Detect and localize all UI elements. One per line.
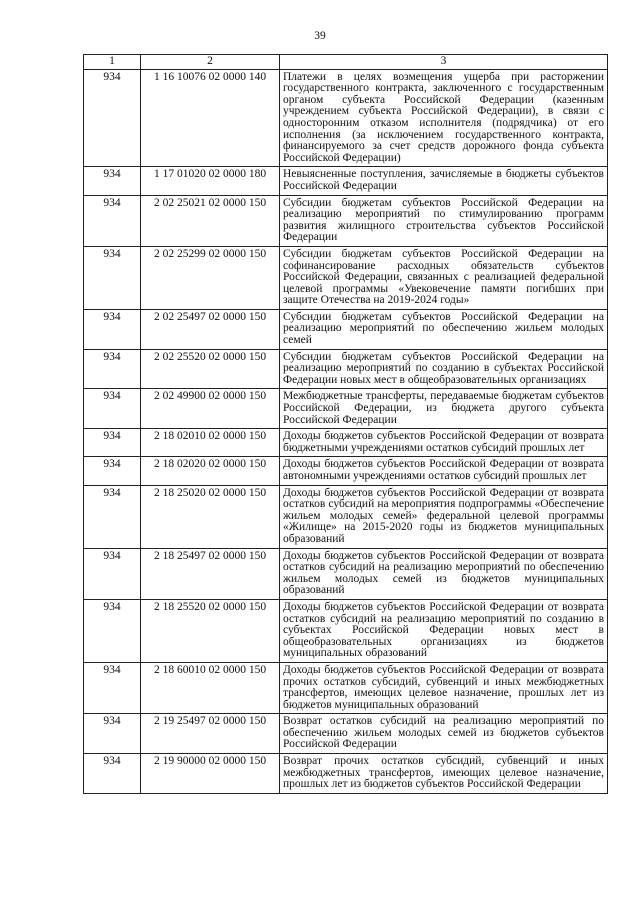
table-row xyxy=(84,754,608,794)
table-row xyxy=(84,69,608,167)
income-description-cell: Доходы бюджетов субъектов Российской Федерации от возврата остатков субсидий на реализацию мероприятий по обеспечению жильем молодых семей из бюджетов муниципальных образований xyxy=(280,548,608,599)
budget-code-cell: 2 02 25299 02 0000 150 xyxy=(141,246,280,309)
admin-code-cell: 934 xyxy=(84,69,141,167)
admin-code-cell: 934 xyxy=(84,754,141,794)
budget-code-cell: 2 02 25520 02 0000 150 xyxy=(141,349,280,389)
income-description-cell: Возврат прочих остатков субсидий, субвенций и иных межбюджетных трансфертов, имеющих целевое назначение, прошлых лет из бюджетов субъектов Российской Федерации xyxy=(280,754,608,794)
table-row xyxy=(84,548,608,599)
budget-code-cell: 2 18 25497 02 0000 150 xyxy=(141,548,280,599)
income-description-cell: Субсидии бюджетам субъектов Российской Федерации на реализацию мероприятий по стимулированию программ развития жилищного строительства субъектов Российской Федерации xyxy=(280,195,608,246)
budget-code-cell: 1 17 01020 02 0000 180 xyxy=(141,167,280,195)
table-row xyxy=(84,429,608,457)
table-row xyxy=(84,485,608,548)
page-number: 39 xyxy=(314,30,326,42)
income-description-cell: Межбюджетные трансферты, передаваемые бюджетам субъектов Российской Федерации, из бюджета другого субъекта Российской Федерации xyxy=(280,389,608,429)
table-row xyxy=(84,457,608,485)
admin-code-cell: 934 xyxy=(84,485,141,548)
income-description-cell: Доходы бюджетов субъектов Российской Федерации от возврата остатков субсидий на мероприятия подпрограммы «Обеспечение жильем молодых семей» федеральной целевой программы «Жилище» на 2015-2020 годы из бюджетов муниципальных образований xyxy=(280,485,608,548)
table-row xyxy=(84,662,608,713)
income-description-cell: Возврат остатков субсидий на реализацию мероприятий по обеспечению жильем молодых семей из бюджетов субъектов Российской Федерации xyxy=(280,714,608,754)
table-header-row xyxy=(84,55,608,70)
income-description-cell: Субсидии бюджетам субъектов Российской Федерации на софинансирование расходных обязательств субъектов Российской Федерации, связанных с реализацией федеральной целевой программы «Увековечение памяти погибших при защите Отечества на 2019-2024 годы» xyxy=(280,246,608,309)
table-row xyxy=(84,599,608,662)
admin-code-cell: 934 xyxy=(84,309,141,349)
income-description-cell: Субсидии бюджетам субъектов Российской Федерации на реализацию мероприятий по созданию в субъектах Российской Федерации новых мест в общеобразовательных организациях xyxy=(280,349,608,389)
budget-code-cell: 1 16 10076 02 0000 140 xyxy=(141,69,280,167)
column-header-3: 3 xyxy=(280,55,608,70)
income-description-cell: Субсидии бюджетам субъектов Российской Федерации на реализацию мероприятий по обеспечению жильем молодых семей xyxy=(280,309,608,349)
budget-code-cell: 2 02 25021 02 0000 150 xyxy=(141,195,280,246)
income-description-cell: Доходы бюджетов субъектов Российской Федерации от возврата остатков субсидий на реализацию мероприятий по созданию в субъектах Российской Федерации новых мест в общеобразовательных организациях из бюджетов муниципальных образований xyxy=(280,599,608,662)
admin-code-cell: 934 xyxy=(84,195,141,246)
income-description-cell: Невыясненные поступления, зачисляемые в бюджеты субъектов Российской Федерации xyxy=(280,167,608,195)
table-row xyxy=(84,167,608,195)
admin-code-cell: 934 xyxy=(84,599,141,662)
admin-code-cell: 934 xyxy=(84,167,141,195)
income-description-cell: Доходы бюджетов субъектов Российской Федерации от возврата автономными учреждениями остатков субсидий прошлых лет xyxy=(280,457,608,485)
budget-code-cell: 2 18 02020 02 0000 150 xyxy=(141,457,280,485)
column-header-2: 2 xyxy=(141,55,280,70)
admin-code-cell: 934 xyxy=(84,246,141,309)
budget-classification-table xyxy=(83,54,608,794)
admin-code-cell: 934 xyxy=(84,714,141,754)
budget-code-cell: 2 02 25497 02 0000 150 xyxy=(141,309,280,349)
budget-code-cell: 2 18 25520 02 0000 150 xyxy=(141,599,280,662)
table-row xyxy=(84,195,608,246)
budget-code-cell: 2 19 25497 02 0000 150 xyxy=(141,714,280,754)
admin-code-cell: 934 xyxy=(84,429,141,457)
admin-code-cell: 934 xyxy=(84,662,141,713)
table-row xyxy=(84,246,608,309)
admin-code-cell: 934 xyxy=(84,389,141,429)
budget-code-cell: 2 18 25020 02 0000 150 xyxy=(141,485,280,548)
table-row xyxy=(84,389,608,429)
table-row xyxy=(84,309,608,349)
income-description-cell: Платежи в целях возмещения ущерба при расторжении государственного контракта, заключенного с государственным органом субъекта Российской Федерации (казенным учреждением субъекта Российской Федерации), в связи с односторонним отказом исполнителя (подрядчика) от его исполнения (за исключением государственного контракта, финансируемого за счет средств дорожного фонда субъекта Российской Федерации) xyxy=(280,69,608,167)
admin-code-cell: 934 xyxy=(84,548,141,599)
admin-code-cell: 934 xyxy=(84,349,141,389)
income-description-cell: Доходы бюджетов субъектов Российской Федерации от возврата бюджетными учреждениями остатков субсидий прошлых лет xyxy=(280,429,608,457)
budget-code-cell: 2 19 90000 02 0000 150 xyxy=(141,754,280,794)
budget-code-cell: 2 02 49900 02 0000 150 xyxy=(141,389,280,429)
column-header-1: 1 xyxy=(84,55,141,70)
budget-code-cell: 2 18 02010 02 0000 150 xyxy=(141,429,280,457)
admin-code-cell: 934 xyxy=(84,457,141,485)
income-description-cell: Доходы бюджетов субъектов Российской Федерации от возврата прочих остатков субсидий, субвенций и иных межбюджетных трансфертов, имеющих целевое назначение, прошлых лет из бюджетов муниципальных образований xyxy=(280,662,608,713)
table-row xyxy=(84,714,608,754)
table-row xyxy=(84,349,608,389)
budget-code-cell: 2 18 60010 02 0000 150 xyxy=(141,662,280,713)
